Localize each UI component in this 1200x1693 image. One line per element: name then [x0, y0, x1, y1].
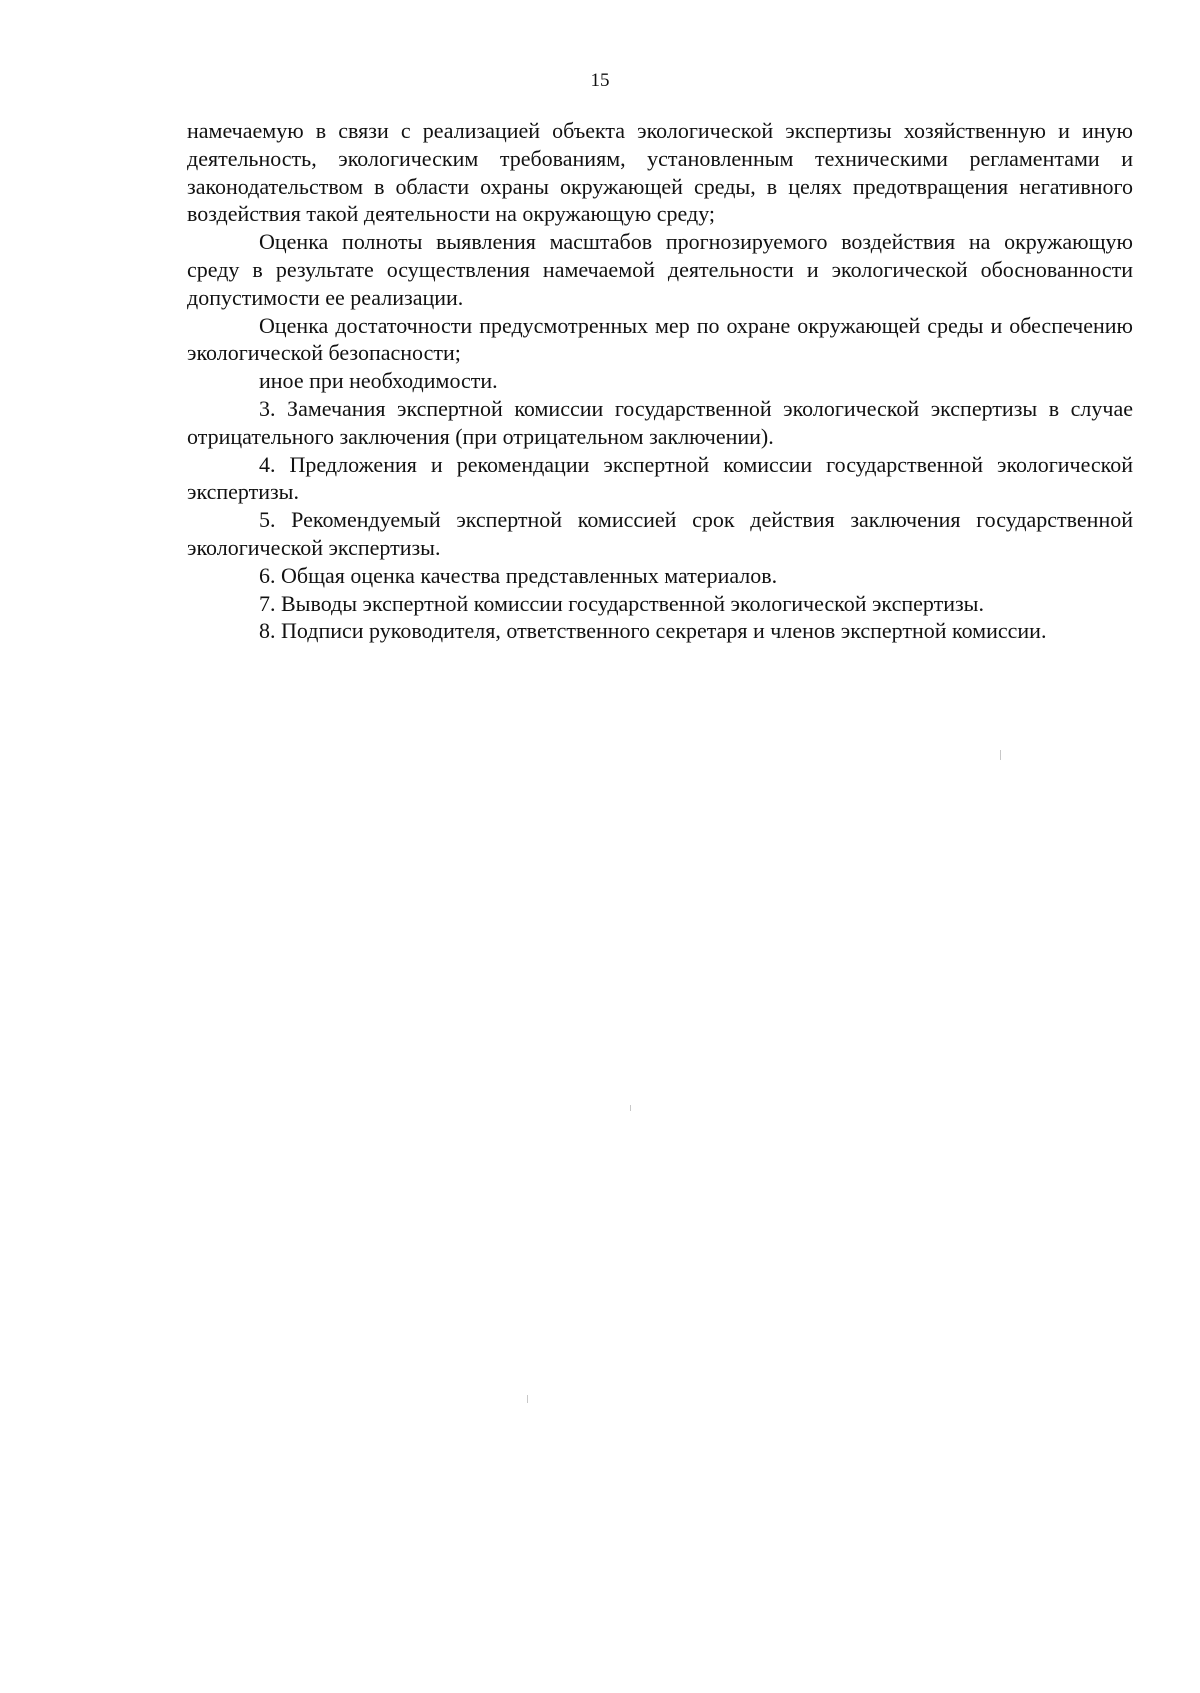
list-item-7-conclusions: 7. Выводы экспертной комиссии государственной экологической экспертизы.	[259, 590, 984, 616]
document-body	[187, 117, 1133, 645]
list-item-6-quality-assessment: 6. Общая оценка качества представленных материалов.	[259, 562, 778, 588]
list-item-5-validity-period: 5. Рекомендуемый экспертной комиссией срок действия заключения государственной экологической экспертизы.	[187, 507, 1133, 560]
paragraph-other: иное при необходимости.	[259, 368, 498, 394]
list-item-8-signatures: 8. Подписи руководителя, ответственного секретаря и членов экспертной комиссии.	[259, 618, 1047, 644]
scan-speck	[527, 1395, 528, 1403]
paragraph-completeness-assessment: Оценка полноты выявления масштабов прогнозируемого воздействия на окружающую среду в результате осуществления намечаемой деятельности и экологической обоснованности допустимости ее реализации.	[187, 229, 1133, 310]
paragraph-continuation: намечаемую в связи с реализацией объекта экологической экспертизы хозяйственную и иную деятельность, экологическим требованиям, установленным техническими регламентами и законодательством в области охраны окружающей среды, в целях предотвращения негативного воздействия такой деятельности на окружающую среду;	[187, 118, 1133, 227]
scan-speck	[1000, 750, 1001, 760]
list-item-4-proposals: 4. Предложения и рекомендации экспертной комиссии государственной экологической экспертизы.	[187, 451, 1133, 505]
scan-speck	[630, 1105, 631, 1111]
page-number: 15	[590, 70, 610, 91]
list-item-3-remarks: 3. Замечания экспертной комиссии государственной экологической экспертизы в случае отрицательного заключения (при отрицательном заключении).	[187, 395, 1133, 449]
paragraph-sufficiency-assessment: Оценка достаточности предусмотренных мер по охране окружающей среды и обеспечению экологической безопасности;	[187, 312, 1133, 366]
